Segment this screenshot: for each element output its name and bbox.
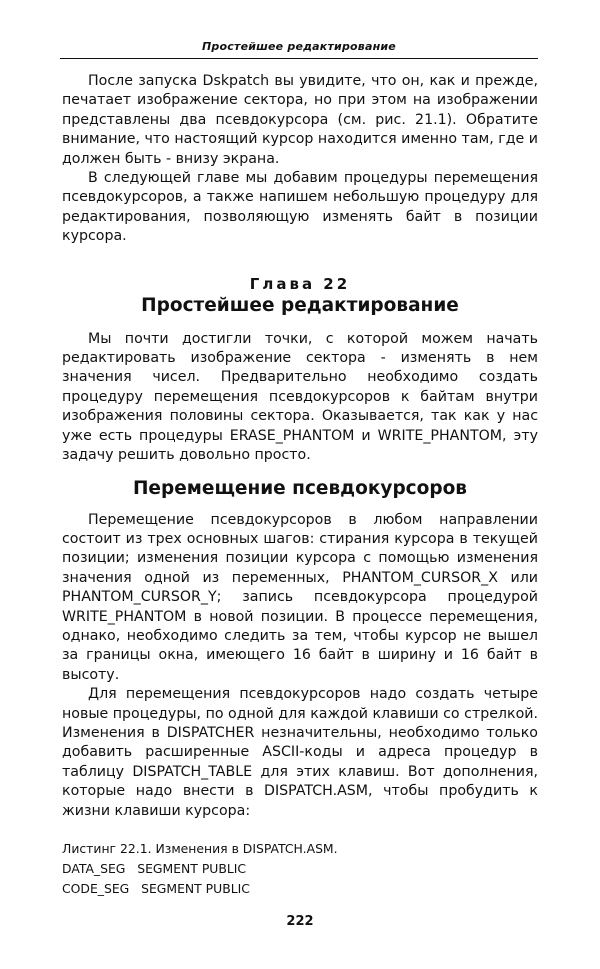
section-paragraph-2: Для перемещения псевдокурсоров надо создать четыре новые процедуры, по одной для каждой клавиши со стрелкой. Изменения в DISPATCHER незначительны, необходимо только добавить расширенные ASCII-коды и адреса процедур в таблицу DISPATCH_TABLE для этих клавиш. Вот дополнения, которые надо внести в DISPATCH.ASM, чтобы пробудить к жизни клавиши курсора: <box>62 686 538 819</box>
listing-caption: Листинг 22.1. Изменения в DISPATCH.ASM. <box>62 841 338 856</box>
running-header: Простейшее редактирование <box>202 40 396 53</box>
listing-line: CODE_SEG SEGMENT PUBLIC <box>62 881 250 896</box>
chapter-label: Глава 22 <box>249 274 351 293</box>
chapter-paragraph: Мы почти достигли точки, с которой можем начать редактировать изображение сектора - изменять в нем значения чисел. Предварительно необходимо создать процедуру перемещения псевдокурсоров к байтам внутри изображения половины сектора. Оказывается, так как у нас уже есть процедуры ERASE_PHANTOM и WRITE_PHANTOM, эту задачу решить довольно просто. <box>62 330 538 464</box>
section-title: Перемещение псевдокурсоров <box>132 477 468 499</box>
listing-line: DATA_SEG SEGMENT PUBLIC <box>62 861 247 876</box>
section-paragraph-1: Перемещение псевдокурсоров в любом направлении состоит из трех основных шагов: стирания курсора в текущей позиции; изменения позиции курсора с помощью изменения значения одной из переменных, PHANTOM_CURSOR_X или PHANTOM_CURSOR_Y; запись псевдокурсора процедурой WRITE_PHANTOM в новой позиции. В процессе перемещения, однако, необходимо следить за тем, чтобы курсор не вышел за границы окна, имеющего 16 байт в ширину и 16 байт в высоту. <box>62 511 538 683</box>
intro-paragraph-1: После запуска Dskpatch вы увидите, что он, как и прежде, печатает изображение сектора, но при этом на изображении представлены два псевдокурсора (см. рис. 21.1). Обратите внимание, что настоящий курсор находится именно там, где и должен быть - внизу экрана. <box>62 73 538 167</box>
chapter-title: Простейшее редактирование <box>141 294 459 316</box>
page-body <box>62 72 538 899</box>
intro-paragraph-2: В следующей главе мы добавим процедуры перемещения псевдокурсоров, а также напишем небольшую процедуру для редактирования, позволяющую изменять байт в позиции курсора. <box>62 170 538 245</box>
header-rule <box>60 58 538 59</box>
page-number: 222 <box>286 914 314 929</box>
code-listing <box>62 839 538 899</box>
